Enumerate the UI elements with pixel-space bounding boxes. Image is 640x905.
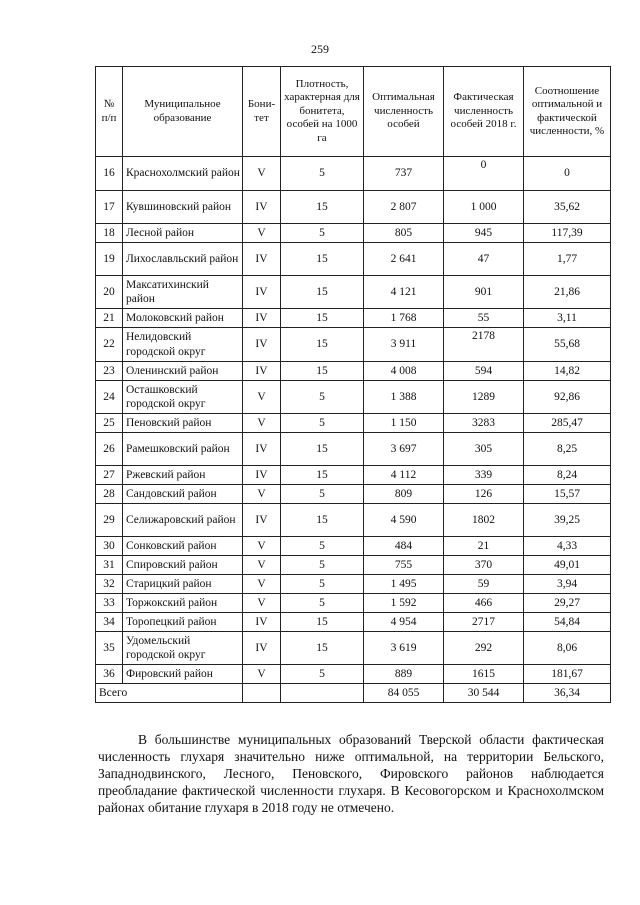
table-row (96, 157, 611, 191)
col-header-actual: Фактическая численность особей 2018 г. (444, 67, 524, 157)
capercaillie-population-table (95, 66, 611, 703)
bonitet-cell: IV (243, 328, 281, 362)
optimal-count-cell: 1 388 (364, 381, 444, 414)
actual-count-cell: 0 (444, 157, 524, 191)
actual-count-cell: 47 (444, 243, 524, 276)
table-row (96, 433, 611, 466)
table-row (96, 665, 611, 684)
row-number-cell: 28 (96, 485, 123, 504)
optimal-count-cell: 2 807 (364, 191, 444, 224)
page-number: 259 (311, 42, 329, 56)
row-number-cell: 19 (96, 243, 123, 276)
actual-count-cell: 3283 (444, 414, 524, 433)
optimal-count-cell: 1 592 (364, 594, 444, 613)
total-label-cell: Всего (96, 684, 243, 703)
municipality-name-cell: Торжокский район (123, 594, 243, 613)
row-number-cell: 16 (96, 157, 123, 191)
actual-count-cell: 2178 (444, 328, 524, 362)
bonitet-cell: IV (243, 613, 281, 632)
density-cell: 5 (281, 575, 364, 594)
bonitet-cell: V (243, 414, 281, 433)
density-cell: 5 (281, 414, 364, 433)
density-cell: 15 (281, 466, 364, 485)
density-cell: 15 (281, 276, 364, 309)
actual-count-cell: 1 000 (444, 191, 524, 224)
municipality-name-cell: Лихославльский район (123, 243, 243, 276)
actual-count-cell: 59 (444, 575, 524, 594)
actual-count-cell: 466 (444, 594, 524, 613)
municipality-name-cell: Спировский район (123, 556, 243, 575)
table-row (96, 504, 611, 537)
density-cell: 15 (281, 243, 364, 276)
ratio-cell: 29,27 (524, 594, 611, 613)
row-number-cell: 31 (96, 556, 123, 575)
density-cell: 5 (281, 556, 364, 575)
ratio-cell: 55,68 (524, 328, 611, 362)
ratio-cell: 3,11 (524, 309, 611, 328)
optimal-count-cell: 889 (364, 665, 444, 684)
row-number-cell: 21 (96, 309, 123, 328)
optimal-count-cell: 4 008 (364, 362, 444, 381)
ratio-cell: 39,25 (524, 504, 611, 537)
optimal-count-cell: 805 (364, 224, 444, 243)
municipality-name-cell: Старицкий район (123, 575, 243, 594)
actual-count-cell: 126 (444, 485, 524, 504)
density-cell: 5 (281, 157, 364, 191)
actual-count-cell: 594 (444, 362, 524, 381)
bonitet-cell: V (243, 556, 281, 575)
table-row (96, 381, 611, 414)
actual-count-cell: 1289 (444, 381, 524, 414)
density-cell: 5 (281, 537, 364, 556)
table-row (96, 613, 611, 632)
actual-count-cell: 945 (444, 224, 524, 243)
optimal-count-cell: 1 768 (364, 309, 444, 328)
total-ratio-cell: 36,34 (524, 684, 611, 703)
col-header-density: Плотность, характерная для бонитета, особей на 1000 га (281, 67, 364, 157)
optimal-count-cell: 3 619 (364, 632, 444, 665)
municipality-name-cell: Ржевский район (123, 466, 243, 485)
municipality-name-cell: Кувшиновский район (123, 191, 243, 224)
table-row (96, 362, 611, 381)
table-row (96, 243, 611, 276)
optimal-count-cell: 737 (364, 157, 444, 191)
optimal-count-cell: 1 495 (364, 575, 444, 594)
bonitet-cell: IV (243, 243, 281, 276)
optimal-count-cell: 3 911 (364, 328, 444, 362)
actual-count-cell: 370 (444, 556, 524, 575)
row-number-cell: 32 (96, 575, 123, 594)
table-row (96, 224, 611, 243)
ratio-cell: 8,24 (524, 466, 611, 485)
row-number-cell: 27 (96, 466, 123, 485)
municipality-name-cell: Рамешковский район (123, 433, 243, 466)
summary-text: В большинстве муниципальных образований Тверской области фактическая численность глухаря значительно ниже оптимальной, на территории Бельского, Западнодвинского, Лесного, Пеновского, Фировского районов наблюдается преобладание фактической численности глухаря. В Кесовогорском и Краснохолмском районах обитание глухаря в 2018 году не отмечено. (98, 732, 604, 815)
density-cell: 15 (281, 433, 364, 466)
density-cell: 5 (281, 224, 364, 243)
summary-paragraph (98, 731, 604, 816)
bonitet-cell: IV (243, 276, 281, 309)
optimal-count-cell: 755 (364, 556, 444, 575)
row-number-cell: 34 (96, 613, 123, 632)
bonitet-cell: IV (243, 191, 281, 224)
ratio-cell: 181,67 (524, 665, 611, 684)
density-cell: 15 (281, 191, 364, 224)
row-number-cell: 36 (96, 665, 123, 684)
total-row (96, 684, 611, 703)
bonitet-cell: V (243, 224, 281, 243)
ratio-cell: 8,06 (524, 632, 611, 665)
municipality-name-cell: Фировский район (123, 665, 243, 684)
ratio-cell: 35,62 (524, 191, 611, 224)
bonitet-cell: V (243, 594, 281, 613)
bonitet-cell: V (243, 381, 281, 414)
density-cell: 5 (281, 381, 364, 414)
municipality-name-cell: Краснохолмский район (123, 157, 243, 191)
ratio-cell: 117,39 (524, 224, 611, 243)
bonitet-cell: IV (243, 466, 281, 485)
municipality-name-cell: Пеновский район (123, 414, 243, 433)
ratio-cell: 8,25 (524, 433, 611, 466)
bonitet-cell: IV (243, 504, 281, 537)
municipality-name-cell: Сонковский район (123, 537, 243, 556)
total-optimal-cell: 84 055 (364, 684, 444, 703)
row-number-cell: 24 (96, 381, 123, 414)
table-row (96, 575, 611, 594)
actual-count-cell: 55 (444, 309, 524, 328)
bonitet-cell: V (243, 537, 281, 556)
density-cell: 15 (281, 632, 364, 665)
col-header-number: № п/п (96, 67, 123, 157)
col-header-ratio: Соотношение оптимальной и фактической численности, % (524, 67, 611, 157)
table-row (96, 594, 611, 613)
ratio-cell: 54,84 (524, 613, 611, 632)
actual-count-cell: 2717 (444, 613, 524, 632)
total-actual-cell: 30 544 (444, 684, 524, 703)
table-row (96, 466, 611, 485)
municipality-name-cell: Максатихинский район (123, 276, 243, 309)
optimal-count-cell: 809 (364, 485, 444, 504)
row-number-cell: 35 (96, 632, 123, 665)
density-cell: 5 (281, 665, 364, 684)
ratio-cell: 49,01 (524, 556, 611, 575)
table-row (96, 276, 611, 309)
bonitet-cell: V (243, 575, 281, 594)
row-number-cell: 33 (96, 594, 123, 613)
density-cell: 5 (281, 594, 364, 613)
bonitet-cell: IV (243, 362, 281, 381)
ratio-cell: 21,86 (524, 276, 611, 309)
table-row (96, 191, 611, 224)
row-number-cell: 29 (96, 504, 123, 537)
density-cell: 15 (281, 504, 364, 537)
bonitet-cell: V (243, 485, 281, 504)
municipality-name-cell: Оленинский район (123, 362, 243, 381)
row-number-cell: 23 (96, 362, 123, 381)
row-number-cell: 30 (96, 537, 123, 556)
optimal-count-cell: 484 (364, 537, 444, 556)
table-row (96, 414, 611, 433)
ratio-cell: 14,82 (524, 362, 611, 381)
bonitet-cell: IV (243, 433, 281, 466)
table-row (96, 485, 611, 504)
table-header-row (96, 67, 611, 157)
municipality-name-cell: Селижаровский район (123, 504, 243, 537)
ratio-cell: 285,47 (524, 414, 611, 433)
municipality-name-cell: Торопецкий район (123, 613, 243, 632)
row-number-cell: 18 (96, 224, 123, 243)
density-cell: 15 (281, 328, 364, 362)
municipality-name-cell: Сандовский район (123, 485, 243, 504)
bonitet-cell: V (243, 665, 281, 684)
empty-cell (281, 684, 364, 703)
actual-count-cell: 1802 (444, 504, 524, 537)
ratio-cell: 15,57 (524, 485, 611, 504)
municipality-name-cell: Осташковский городской округ (123, 381, 243, 414)
bonitet-cell: IV (243, 632, 281, 665)
bonitet-cell: V (243, 157, 281, 191)
municipality-name-cell: Удомельский городской округ (123, 632, 243, 665)
row-number-cell: 22 (96, 328, 123, 362)
bonitet-cell: IV (243, 309, 281, 328)
actual-count-cell: 305 (444, 433, 524, 466)
optimal-count-cell: 2 641 (364, 243, 444, 276)
density-cell: 15 (281, 362, 364, 381)
table-row (96, 309, 611, 328)
actual-count-cell: 21 (444, 537, 524, 556)
optimal-count-cell: 1 150 (364, 414, 444, 433)
optimal-count-cell: 4 121 (364, 276, 444, 309)
optimal-count-cell: 4 954 (364, 613, 444, 632)
optimal-count-cell: 4 112 (364, 466, 444, 485)
optimal-count-cell: 3 697 (364, 433, 444, 466)
row-number-cell: 25 (96, 414, 123, 433)
actual-count-cell: 1615 (444, 665, 524, 684)
col-header-municipality: Муниципальное образование (123, 67, 243, 157)
actual-count-cell: 292 (444, 632, 524, 665)
table-row (96, 328, 611, 362)
row-number-cell: 20 (96, 276, 123, 309)
table-row (96, 632, 611, 665)
ratio-cell: 4,33 (524, 537, 611, 556)
density-cell: 15 (281, 309, 364, 328)
empty-cell (243, 684, 281, 703)
ratio-cell: 0 (524, 157, 611, 191)
col-header-optimal: Оптимальная численность особей (364, 67, 444, 157)
optimal-count-cell: 4 590 (364, 504, 444, 537)
ratio-cell: 1,77 (524, 243, 611, 276)
table-row (96, 537, 611, 556)
ratio-cell: 3,94 (524, 575, 611, 594)
density-cell: 5 (281, 485, 364, 504)
actual-count-cell: 901 (444, 276, 524, 309)
density-cell: 15 (281, 613, 364, 632)
row-number-cell: 26 (96, 433, 123, 466)
row-number-cell: 17 (96, 191, 123, 224)
ratio-cell: 92,86 (524, 381, 611, 414)
municipality-name-cell: Молоковский район (123, 309, 243, 328)
table-row (96, 556, 611, 575)
actual-count-cell: 339 (444, 466, 524, 485)
municipality-name-cell: Нелидовский городской округ (123, 328, 243, 362)
municipality-name-cell: Лесной район (123, 224, 243, 243)
col-header-bonitet: Бони-тет (243, 67, 281, 157)
